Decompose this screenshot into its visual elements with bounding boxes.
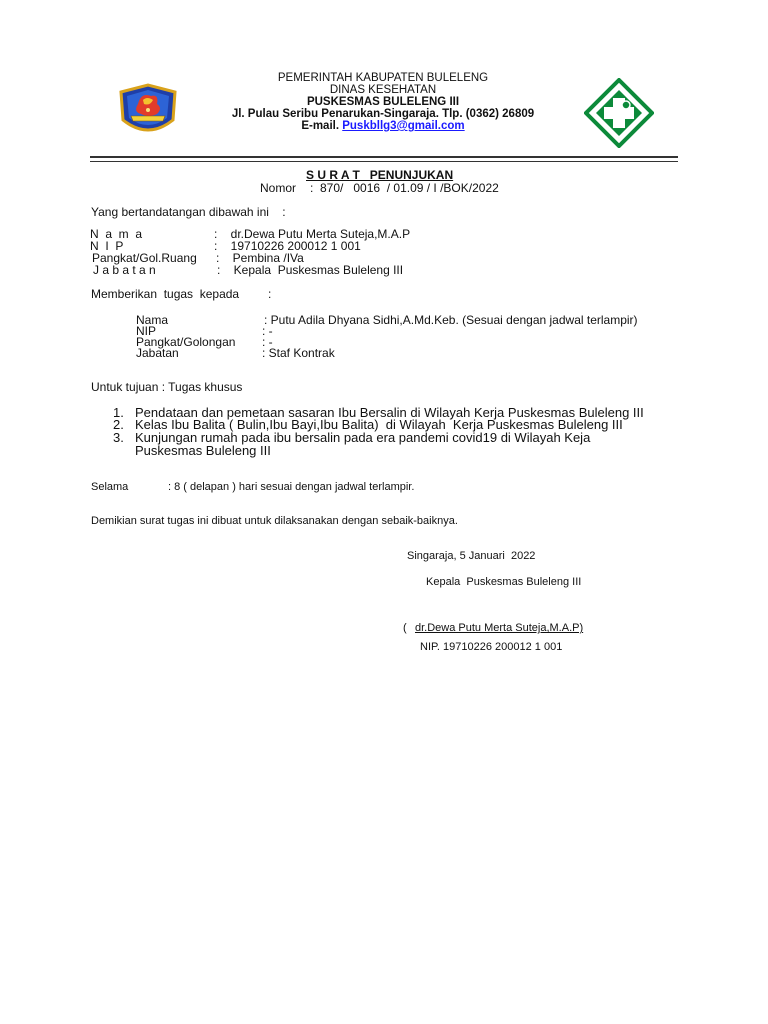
email-label: E-mail. <box>301 120 343 132</box>
purpose-text: Untuk tujuan : Tugas khusus <box>91 380 243 394</box>
task-number: 2. <box>113 417 124 432</box>
puskesmas-logo-icon <box>584 78 654 148</box>
task-text-continued: Puskesmas Buleleng III <box>135 443 271 458</box>
signer-nip-value: : 19710226 200012 1 001 <box>214 239 361 253</box>
header-line-government: PEMERINTAH KABUPATEN BULELENG <box>277 72 489 84</box>
signer-name-value: : dr.Dewa Putu Merta Suteja,M.A.P <box>214 227 411 241</box>
regency-emblem-icon <box>113 82 183 138</box>
header-divider-thin <box>90 161 678 162</box>
header-address: Jl. Pulau Seribu Penarukan-Singaraja. Tlp. (0362) 26809 <box>231 108 535 120</box>
task-number: 1. <box>113 405 124 420</box>
letter-number-value: : 870/ 0016 / 01.09 / I /BOK/2022 <box>310 181 499 195</box>
header-divider-thick <box>90 156 678 158</box>
assignee-nip-label: NIP <box>136 324 157 338</box>
signature-open-paren: ( <box>403 622 407 634</box>
signature-position: Kepala Puskesmas Buleleng III <box>426 576 582 588</box>
assignee-position-label: Jabatan <box>136 346 179 360</box>
assign-intro-text: Memberikan tugas kepada <box>91 287 240 301</box>
assignee-rank-label: Pangkat/Golongan <box>136 335 236 349</box>
assignee-name-value: : Putu Adila Dhyana Sidhi,A.Md.Keb. (Sesuai dengan jadwal terlampir) <box>264 313 638 327</box>
header-email-line <box>210 120 556 133</box>
closing-text: Demikian surat tugas ini dibuat untuk dilaksanakan dengan sebaik-baiknya. <box>91 515 458 527</box>
signer-name-label: N a m a <box>90 227 143 241</box>
assignee-position-value: : Staf Kontrak <box>262 346 335 360</box>
signer-rank-value: : Pembina /IVa <box>216 251 304 265</box>
header-line-puskesmas: PUSKESMAS BULELENG III <box>306 96 460 108</box>
assignee-name-label: Nama <box>136 313 169 327</box>
assignee-nip-value: : - <box>262 324 273 338</box>
signer-position-label: J a b a t a n <box>93 263 156 277</box>
signer-rank-label: Pangkat/Gol.Ruang <box>92 251 197 265</box>
signature-nip: NIP. 19710226 200012 1 001 <box>420 641 563 653</box>
task-number: 3. <box>113 430 124 445</box>
signer-nip-label: N I P <box>90 239 124 253</box>
intro-text: Yang bertandatangan dibawah ini : <box>91 205 286 219</box>
duration-label: Selama <box>91 481 129 493</box>
letter-title: S U R A T PENUNJUKAN <box>306 168 454 182</box>
header-line-department: DINAS KESEHATAN <box>329 84 437 96</box>
letter-number-label: Nomor <box>260 181 297 195</box>
email-link[interactable]: Puskbllg3@gmail.com <box>342 120 465 132</box>
signature-place-date: Singaraja, 5 Januari 2022 <box>407 550 536 562</box>
task-text: Kunjungan rumah pada ibu bersalin pada era pandemi covid19 di Wilayah Keja <box>135 430 591 445</box>
duration-value: : 8 ( delapan ) hari sesuai dengan jadwal terlampir. <box>168 481 415 493</box>
assignee-rank-value: : - <box>262 335 273 349</box>
task-text: Pendataan dan pemetaan sasaran Ibu Bersalin di Wilayah Kerja Puskesmas Buleleng III <box>135 405 644 420</box>
assign-intro-colon: : <box>268 287 272 301</box>
signature-name: dr.Dewa Putu Merta Suteja,M.A.P) <box>415 622 584 634</box>
signer-position-value: : Kepala Puskesmas Buleleng III <box>217 263 404 277</box>
task-text: Kelas Ibu Balita ( Bulin,Ibu Bayi,Ibu Balita) di Wilayah Kerja Puskesmas Buleleng III <box>135 417 623 432</box>
